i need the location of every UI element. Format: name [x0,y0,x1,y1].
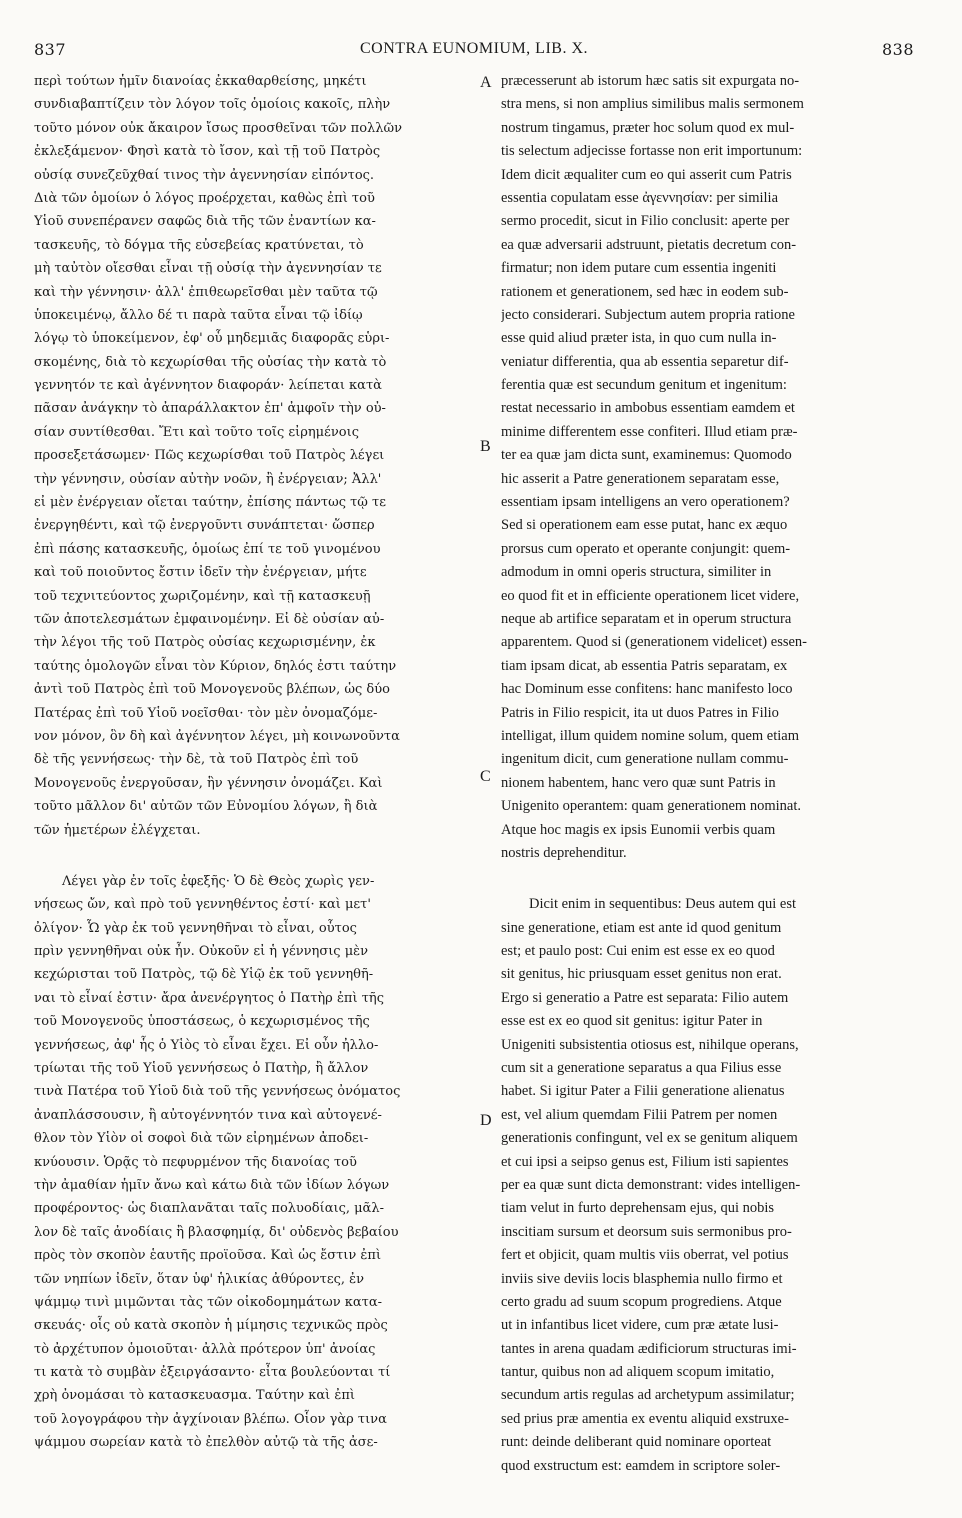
text-line: secundum artis regulas ad archetypum assimilatur; [501,1387,795,1404]
text-line: tiam ipsam dicat, ab essentia Patris separatam, ex [501,657,788,674]
running-header [34,40,914,66]
text-line: admodum in omni operis structura, similiter in [501,564,772,581]
text-line: sine generatione, etiam est ante id quod genitum [501,919,782,936]
text-line: firmatur; non idem putare cum essentia ingeniti [501,260,777,277]
text-line: ut in infantibus licet videre, cum præ ætate lusi- [501,1317,779,1334]
text-line: nostris deprehenditur. [501,844,627,861]
text-line: ἐνεργηθέντι, καὶ τῷ ἐνεργοῦντι συνάπτεται· ὥσπερ [34,518,375,534]
text-line: esse quid aliud præter ista, in quo cum nulla in- [501,330,777,347]
text-line: ἀναπλάσσουσιν, ἢ αὐτογέννητόν τινα καὶ αὐτογενέ- [34,1107,382,1123]
text-line: esse est ex eo quod sit genitus: igitur Pater in [501,1013,763,1030]
text-line: σίαν συντίθεσθαι. Ἔτι καὶ τοῦτο τοῖς εἰρημένοις [34,424,359,440]
text-line: Dicit enim in sequentibus: Deus autem qui est [529,896,796,913]
text-line: et cui ipsi a seipso genus est, Filium isti sapientes [501,1153,789,1170]
left-page-number: 837 [34,40,67,59]
text-line: εἰ μὲν ἐνέργειαν οἴεται ταύτην, ἐπίσης πάντως τῷ τε [34,495,386,511]
text-line: Sed si operationem eam esse putat, hanc ex æquo [501,517,788,534]
text-line: πᾶσαν ἀνάγκην τὸ ἀπαράλλακτον ἐπ' ἀμφοῖν τὴν οὐ- [34,401,386,417]
text-line: προφέροντος· ὡς διαπλανᾶται ταῖς πολυοδίαις, μᾶλ- [34,1201,384,1217]
text-line: habet. Si igitur Pater a Filii generatione alienatus [501,1083,785,1100]
text-line: essentia copulatam esse ἀγεννησίαν: per similia [501,189,779,206]
text-line: τὴν λέγοι τῆς τοῦ Πατρὸς οὐσίας κεχωρισμένην, ἐκ [34,635,376,651]
text-line: Patris in Filio respicit, ita ut duos Patres in Filio [501,704,779,721]
text-line: eo quod fit et in efficiente operationem licet videre, [501,587,800,604]
text-line: Idem dicit æqualiter cum eo qui asserit cum Patris [501,166,792,183]
greek-column [34,70,474,1455]
text-line: jecto considerari. Subjectum autem propria ratione [501,306,795,323]
text-line: ἀντὶ τοῦ Πατρὸς ἐπὶ τοῦ Μονογενοῦς βλέπων, ὡς δύο [34,682,390,698]
text-line: est, vel alium quemdam Filii Patrem per nomen [501,1106,778,1123]
text-line: γεννητόν τε καὶ ἀγέννητον διαφοράν· λείπεται κατὰ [34,378,382,394]
text-line: τῶν νηπίων ἰδεῖν, ὅταν ὑφ' ἡλικίας ἀθύροντες, ἐν [34,1271,365,1287]
text-line: ὀλίγον· Ὧ γὰρ ἐκ τοῦ γεννηθῆναι τὸ εἶναι, οὗτος [34,920,357,936]
text-line: Διὰ τῶν ὁμοίων ὁ λόγος προέρχεται, καθὼς ἐπὶ τοῦ [34,190,375,206]
right-page-number: 838 [881,40,914,59]
text-line: σκευάς· οἷς οὐ κατὰ σκοπὸν ἡ μίμησις τεχνικῶς πρὸς [34,1318,388,1334]
text-line: tiam velut in furto deprehensam ejus, qui nobis [501,1200,775,1217]
text-line: Atque hoc magis ex ipsis Eunomii verbis quam [501,821,776,838]
text-line: πρὶν γεννηθῆναι οὐκ ἦν. Οὐκοῦν εἰ ἡ γέννησις μὲν [34,944,369,960]
latin-column [501,70,911,1478]
text-line: quod exstructum est: eamdem in scriptore soler- [501,1457,781,1474]
paragraph-gap [34,842,474,870]
text-line: Ergo si generatio a Patre est separata: Filio autem [501,989,789,1006]
text-line: Λέγει γὰρ ἐν τοῖς ἐφεξῆς· Ὁ δὲ Θεὸς χωρὶς γεν- [62,873,375,889]
text-line: τινὰ Πατέρα τοῦ Υἱοῦ διὰ τοῦ τῆς γεννήσεως ὀνόματος [34,1084,401,1100]
text-line: τρίωται τῆς τοῦ Υἱοῦ γεννήσεως ὁ Πατὴρ, ἢ ἄλλον [34,1061,369,1077]
text-line: τι κατὰ τὸ συμβὰν ἐξειργάσαντο· εἶτα βουλεύονται τί [34,1365,391,1381]
text-line: tantur, quibus non ad aliquem scopum imitatio, [501,1364,775,1381]
text-line: Πατέρας ἐπὶ τοῦ Υἱοῦ νοεῖσθαι· τὸν μὲν ὀνομαζόμε- [34,705,378,721]
text-line: sit genitus, hic priusquam esset genitus non erat. [501,966,782,983]
text-line: essentiam ipsam intelligens an vero operationem? [501,494,790,511]
text-line: λόγῳ τὸ ὑποκείμενον, ἐφ' οὗ μηδεμιᾶς διαφορᾶς εὑρι- [34,331,390,347]
text-line: τοῦτο μᾶλλον δι' αὐτῶν τῶν Εὐνομίου λόγων, ἢ διὰ [34,799,378,815]
text-line: ναι τὸ εἶναί ἐστιν· ἄρα ἀνενέργητος ὁ Πατὴρ ἐπὶ τῆς [34,990,384,1006]
text-line: inscitiam sursum et deorsum suis sermonibus pro- [501,1223,792,1240]
text-line: cum sit a generatione separatus a qua Filius esse [501,1060,782,1077]
text-line: προσεξετάσωμεν· Πῶς κεχωρίσθαι τοῦ Πατρὸς λέγει [34,448,385,464]
text-line: τὴν γέννησιν, οὐσίαν αὐτὴν νοῶν, ἢ ἐνέργειαν; Ἀλλ' [34,471,382,487]
text-line: τοῦ Μονογενοῦς ὑποστάσεως, ὁ κεχωρισμένος τῆς [34,1014,370,1030]
text-line: runt: deinde deliberant quid nominare oporteat [501,1434,772,1451]
text-line: τοῦ τεχνιτεύοντος χωριζομένην, καὶ τῇ κατασκευῇ [34,588,371,604]
text-line: ψάμμου σωρείαν κατὰ τὸ ἐπελθὸν αὐτῷ τὰ τῆς ἀσε- [34,1435,378,1451]
text-line: ταύτης ὁμολογῶν εἶναι τὸν Κύριον, δηλός ἐστι ταύτην [34,658,397,674]
text-line: Unigenito operantem: quam generationem nominat. [501,798,801,815]
text-line: Μονογενοῦς ἐνεργοῦσαν, ἣν γέννησιν ὀνομάζει. Καὶ [34,775,383,791]
text-line: κεχώρισται τοῦ Πατρὸς, τῷ δὲ Υἱῷ ἐκ τοῦ γεννηθῆ- [34,967,374,983]
text-line: inviis sive deviis locis blasphemia nullo firmo et [501,1270,783,1287]
section-marker-a: A [480,74,492,91]
text-line: τασκευῆς, τὸ δόγμα τῆς εὐσεβείας κρατύνεται, τὸ [34,237,364,253]
running-title: CONTRA EUNOMIUM, LIB. X. [360,40,588,57]
text-line: θλον τὸν Υἱὸν οἱ σοφοὶ διὰ τῶν εἰρημένων ἀποδει- [34,1131,369,1147]
text-line: minime differentem esse confiteri. Illud etiam præ- [501,423,798,440]
text-line: neque ab artifice separatam et in operum structura [501,610,792,627]
text-line: hic asserit a Patre generationem separatam esse, [501,470,780,487]
text-line: nostrum tingamus, præter hoc solum quod ex mul- [501,119,795,136]
text-line: καὶ τοῦ ποιοῦντος ἔστιν ἰδεῖν τὴν ἐνέργειαν, μήτε [34,565,367,581]
text-line: sermo procedit, sicut in Filio conclusit: aperte per [501,213,790,230]
text-line: τὸ ἀρχέτυπον ὁμοιοῦται· ἀλλὰ πρότερον ὑπ' ἀνοίας [34,1341,376,1357]
text-line: nionem habentem, hanc vero quæ sunt Patris in [501,774,776,791]
text-line: ferentia quæ est secundum genitum et ingenitum: [501,377,787,394]
text-line: τὴν ἀμαθίαν ἡμῖν ἄνω καὶ κάτω διὰ τῶν ἰδίων λόγων [34,1177,390,1193]
text-line: συνδιαβαπτίζειν τὸν λόγον τοῖς ὁμοίοις κακοῖς, πλὴν [34,97,391,113]
text-line: tantes in arena quadam ædificiorum structuras imi- [501,1340,797,1357]
text-line: ἐπὶ πάσης κατασκευῆς, ὁμοίως ἐπί τε τοῦ γινομένου [34,541,381,557]
text-line: præcesserunt ab istorum hæc satis sit expurgata no- [501,73,800,89]
text-line: κνύουσιν. Ὁρᾷς τὸ πεφυρμένον τῆς διανοίας τοῦ [34,1154,357,1170]
text-line: veniatur differentia, qua ab essentia separetur dif- [501,353,789,370]
text-line: πρὸς τὸν σκοπὸν ἑαυτῆς προϊοῦσα. Καὶ ὡς ἔστιν ἐπὶ [34,1248,382,1264]
text-line: τοῦ λογογράφου τὴν ἀγχίνοιαν βλέπω. Οἷον γὰρ τινα [34,1411,387,1427]
paragraph-gap [501,865,911,893]
text-line: restat necessario in ambobus essentiam eamdem et [501,400,795,417]
text-line: νήσεως ὤν, καὶ πρὸ τοῦ γεννηθέντος ἐστί· καὶ μετ' [34,897,371,913]
text-line: intelligat, illum quidem nomine solum, quem etiam [501,727,800,744]
section-marker-c: C [480,768,491,785]
text-line: tis selectum adjecisse fortasse non erit importunum: [501,143,803,160]
text-line: ter ea quæ jam dicta sunt, examinemus: Quomodo [501,447,792,464]
text-line: τῶν ἀποτελεσμάτων ἐμφαινομένην. Εἰ δὲ οὐσίαν αὐ- [34,611,385,627]
text-line: ψάμμῳ τινὶ μιμῶνται τὰς τῶν οἰκοδομημάτων κατα- [34,1294,383,1310]
text-line: hac Dominum esse confitens: hanc manifesto loco [501,681,793,698]
text-line: νον μόνον, ὃν δὴ καὶ ἀγέννητον λέγει, μὴ κοινωνοῦντα [34,728,400,744]
text-line: per ea quæ sunt dicta demonstrant: vides intelligen- [501,1176,801,1193]
text-line: ἐκλεξάμενον· Φησὶ κατὰ τὸ ἴσον, καὶ τῇ τοῦ Πατρὸς [34,144,381,160]
text-line: οὐσίᾳ συνεζεῦχθαί τινος τὴν ἀγεννησίαν εἰπόντος. [34,167,375,183]
text-line: σκομένης, διὰ τὸ κεχωρίσθαι τῆς οὐσίας τὴν κατὰ τὸ [34,354,387,370]
text-line: Υἱοῦ συνεπέρανεν σαφῶς διὰ τῆς τῶν ἐναντίων κα- [34,214,376,230]
text-line: δὲ τῆς γεννήσεως· τὴν δὲ, τὰ τοῦ Πατρὸς ἐπὶ τοῦ [34,752,359,768]
text-line: est; et paulo post: Cui enim est esse ex eo quod [501,943,775,960]
text-line: μὴ ταὐτὸν οἴεσθαι εἶναι τῇ οὐσίᾳ τὴν ἀγεννησίαν τε [34,261,382,277]
text-line: τοῦτο μόνον οὐκ ἄκαιρον ἴσως προσθεῖναι τῶν πολλῶν [34,120,403,136]
text-line: καὶ τὴν γέννησιν· ἀλλ' ἐπιθεωρεῖσθαι μὲν ταῦτα τῷ [34,284,378,300]
text-line: generationis confingunt, vel ex se genitum aliquem [501,1130,798,1147]
text-line: ὑποκειμένῳ, ἄλλο δέ τι παρὰ ταῦτα εἶναι τῷ ἰδίῳ [34,307,363,323]
text-line: apparentem. Quod si (generationem videlicet) essen- [501,634,807,651]
text-line: ea quæ adversarii adstruunt, pietatis decretum con- [501,236,797,253]
text-line: certo gradu ad suum scopum progrediens. Atque [501,1293,782,1310]
text-line: χρὴ ὀνομάσαι τὸ κατασκευασμα. Ταύτην καὶ ἐπὶ [34,1388,356,1404]
text-line: Unigeniti subsistentia otiosus est, nihilque operans, [501,1036,799,1053]
text-line: fert et objicit, quam multis viis oberrat, vel potius [501,1247,789,1264]
section-marker-b: B [480,438,491,455]
text-line: τῶν ἡμετέρων ἐλέγχεται. [34,822,201,838]
text-line: λον δὲ ταῖς ἀνοδίαις ἢ βλασφημίᾳ, δι' οὐδενὸς βεβαίου [34,1224,399,1240]
text-line: rationem et generationem, sed hæc in eodem sub- [501,283,789,300]
text-line: γεννήσεως, ἀφ' ἧς ὁ Υἱὸς τὸ εἶναι ἔχει. Εἰ οὖν ἠλλο- [34,1037,379,1053]
text-line: prorsus cum operato et operante conjungit: quem- [501,540,791,557]
text-line: sed prius præ amentia ex eventu aliquid exstruxe- [501,1410,789,1427]
section-marker-d: D [480,1112,492,1129]
text-line: ingenitum dicit, cum generatione nullam commu- [501,751,789,768]
text-line: περὶ τούτων ἡμῖν διανοίας ἐκκαθαρθείσης, μηκέτι [34,74,367,89]
text-line: stra mens, si non amplius similibus malis sermonem [501,96,804,113]
